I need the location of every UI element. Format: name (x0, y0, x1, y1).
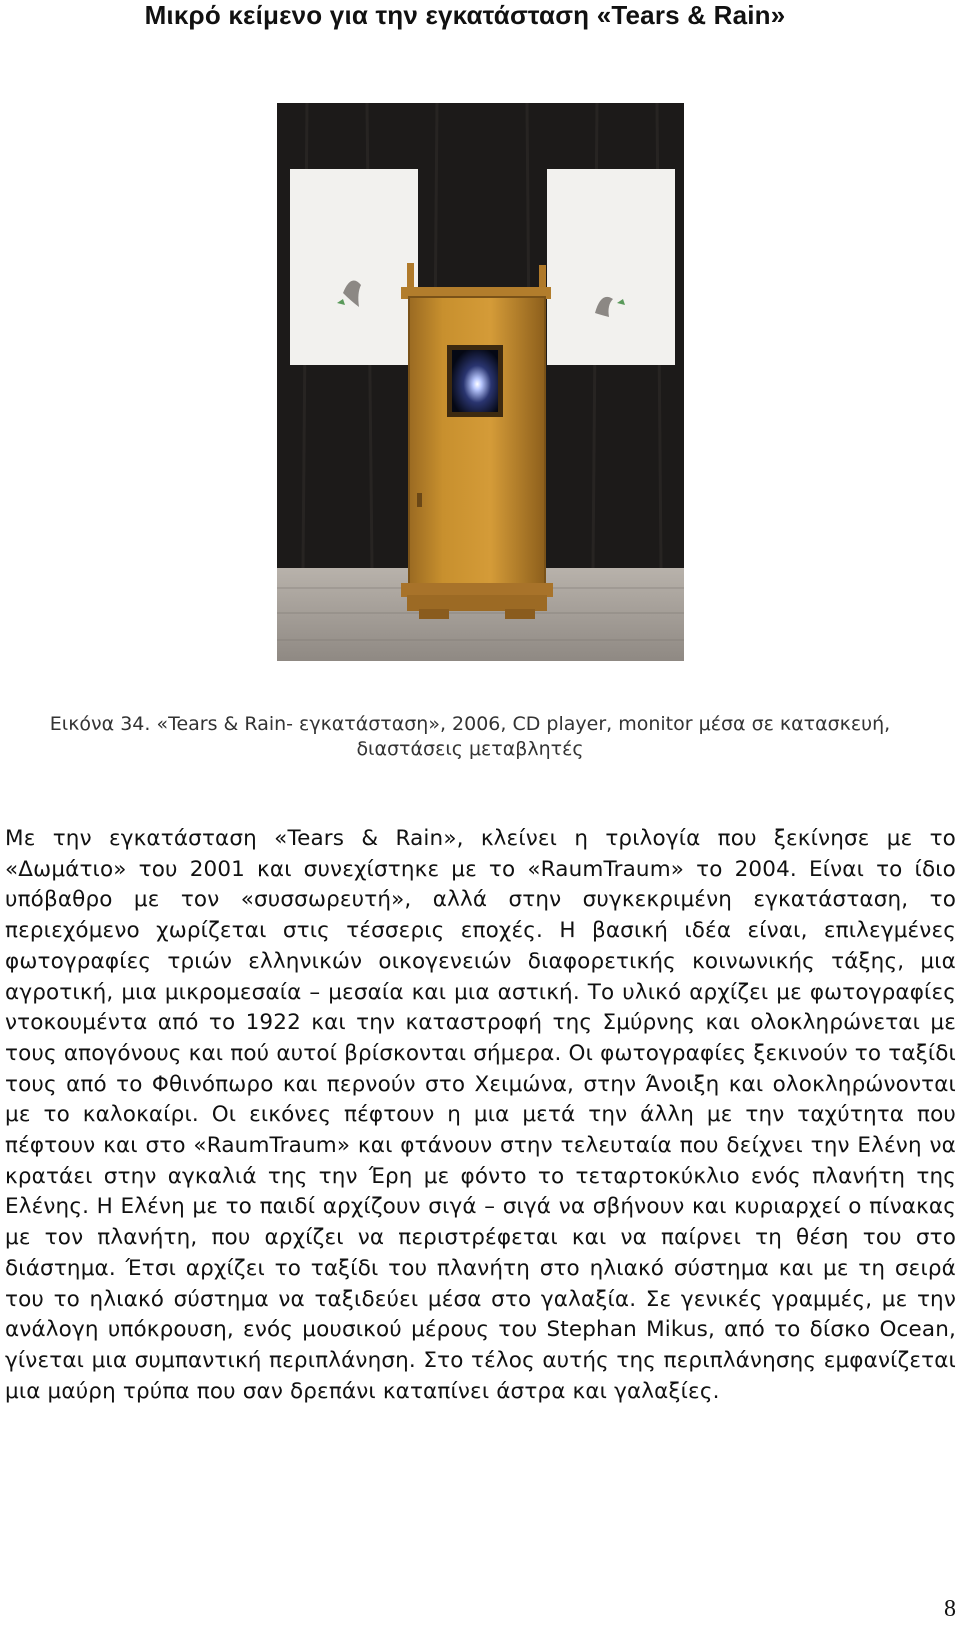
body-paragraph: Με την εγκατάσταση «Tears & Rain», κλείνει η τριλογία που ξεκίνησε με το «Δωμάτιο» του 2001 και συνεχίστηκε με το «RaumTraum» το 2004. Είναι το ίδιο υπόβαθρο με τον «συσσωρευτή», αλλά στην συγκεκριμένη εγκατάσταση, το περιεχόμενο χωρίζεται στις τέσσερις εποχές. Η βασική ιδέα είναι, επιλεγμένες φωτογραφίες τριών ελληνικών οικογενειών διαφορετικής κοινωνικής τάξης, μια αγροτική, μια μικρομεσαία – μεσαία και μια αστική. Το υλικό αρχίζει με φωτογραφίες ντοκουμέντα από το 1922 και την καταστροφή της Σμύρνης και ολοκληρώνεται με τους απογόνους και πού αυτοί βρίσκονται σήμερα. Οι φωτογραφίες ξεκινούν το ταξίδι τους από το Φθινόπωρο και περνούν στο Χειμώνα, στην Άνοιξη και ολοκληρώνονται με το καλοκαίρι. Οι εικόνες πέφτουν η μια μετά την άλλη με την ταχύτητα που πέφτουν και στο «RaumTraum» και φτάνουν στην τελευταία που δείχνει την Ελένη να κρατάει στην αγκαλιά της την Έρη με φόντο το τεταρτοκύκλιο ενός πλανήτη της Ελένης. Η Ελένη με το παιδί αρχίζουν σιγά – σιγά να σβήνουν και κυριαρχεί ο πίνακας με τον πλανήτη, που αρχίζει να περιστρέφεται και να παίρνει τη θέση του στο διάστημα. Έτσι αρχίζει το ταξίδι του πλανήτη στο ηλιακό σύστημα και με τη σειρά του το ηλιακό σύστημα να ταξιδεύει μέσα στο γαλαξία. Σε γενικές γραμμές, με την ανάλογη υπόκρουση, ενός μουσικού μέρους του Stephan Mikus, από το δίσκο Ocean, γίνεται μια συμπαντική περιπλάνηση. Στο τέλος αυτής της περιπλάνησης εμφανίζεται μια μαύρη τρύπα που σαν δρεπάνι καταπίνει άστρα και γαλαξίες. (5, 826, 956, 1404)
installation-photo (277, 103, 684, 661)
page-number: 8 (944, 1596, 956, 1622)
page-title: Μικρό κείμενο για την εγκατάσταση «Tears & Rain» (144, 0, 786, 30)
figure-caption: Εικόνα 34. «Tears & Rain- εγκατάσταση», 2006, CD player, monitor μέσα σε κατασκευή, διαστάσεις μεταβλητές (49, 713, 891, 760)
